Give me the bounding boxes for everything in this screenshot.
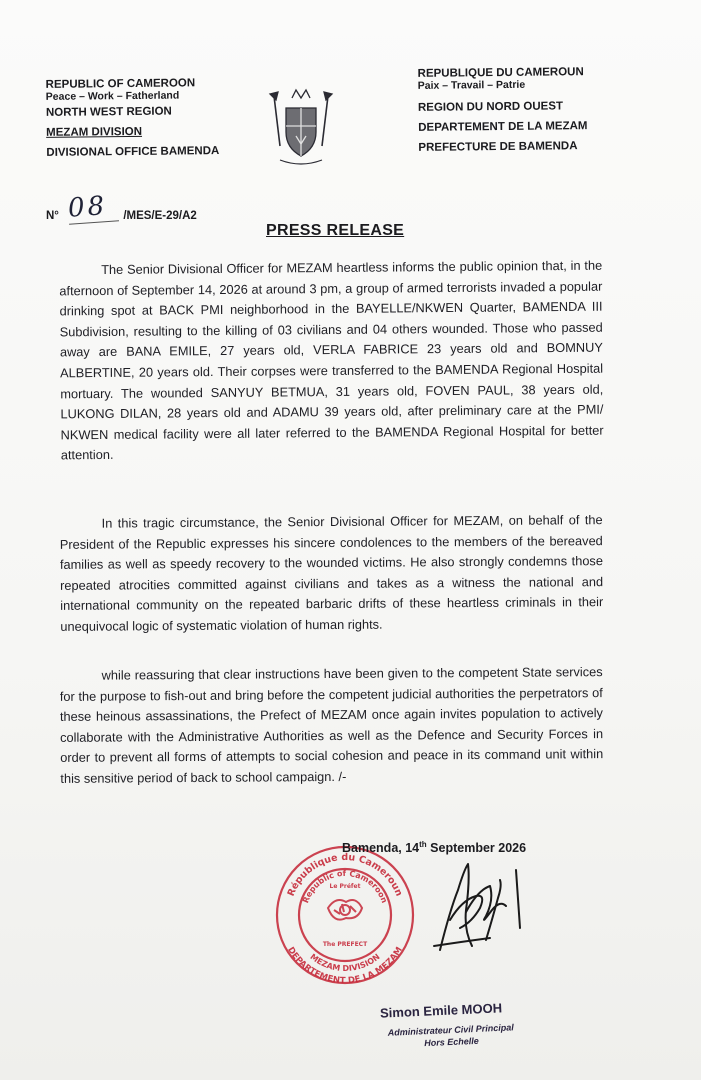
- stamp-ring-division: MEZAM DIVISION: [308, 952, 382, 974]
- paragraph-text: The Senior Divisional Officer for MEZAM heartless informs the public opinion that, in the afternoon of September 14, 2026 at around 3 pm, a group of armed terrorists invaded a popular drinking spot at BACK PMI neighborhood in the BAYELLE/NKWEN Quarter, BAMENDA III Subdivision, resulting to the killing of 03 civilians and 04 others wounded. Those who passed away are BANA EMILE, 27 years old, VERLA FABRICE 23 years old and BOMNUY ALBERTINE, 20 years old. Their corpses were transferred to the BAMENDA Regional Hospital mortuary. The wounded SANYUY BETMUA, 31 years old, FOVEN PAUL, 38 years old, LUKONG DILAN, 28 years old and ADAMU 39 years old, after preliminary care at the PMI/ NKWEN medical facility were all later referred to the BAMENDA Regional Hospital for better attention.: [59, 257, 604, 463]
- stamp-inner-text: Republic of Cameroon: [301, 868, 389, 905]
- paragraph-text: In this tragic circumstance, the Senior Divisional Officer for MEZAM, on behalf of the President of the Republic expresses his sincere condolences to the members of the bereaved families as well as speedy recovery to the wounded victims. He also strongly condemns those repeated atrocities committed against civilians and takes as a witness the national and international community on the repeated barbaric drifts of these heartless criminals in their unequivocal logic of systematic violation of human rights.: [59, 512, 604, 634]
- reference-handwritten-number: 08: [67, 190, 119, 224]
- handwritten-signature: [420, 850, 560, 960]
- reference-suffix: /MES/E-29/A2: [123, 210, 197, 222]
- header-right-region: REGION DU NORD OUEST: [417, 100, 564, 114]
- signatory-extra: Hors Echelle: [424, 1035, 479, 1049]
- header-left-office: DIVISIONAL OFFICE BAMENDA: [46, 145, 220, 159]
- stamp-top-label: Le Préfet: [329, 883, 361, 890]
- signatory-title-block: [388, 1021, 515, 1050]
- header-left-region: NORTH WEST REGION: [45, 105, 172, 119]
- body-paragraph-3: [60, 662, 604, 789]
- body-paragraph-1: [59, 256, 604, 467]
- coat-of-arms-icon: [266, 86, 336, 168]
- svg-text:MEZAM DIVISION: [308, 952, 381, 973]
- header-left-motto: Peace – Work – Fatherland: [45, 89, 180, 103]
- paragraph-text: while reassuring that clear instructions have been given to the competent State services for the purpose to fish-out and bring before the competent judicial authorities the perpetrators of these heinous assassinations, the Prefect of MEZAM once again invites population to actively collaborate with the Administrative Authorities as well as the Defence and Security Forces in order to prevent all forms of attempts to social cohesion and peace in its command unit within this sensitive period of back to school campaign. /-: [59, 664, 604, 786]
- body-paragraph-2: [60, 510, 604, 637]
- header-left: [46, 73, 220, 163]
- official-stamp: [270, 840, 420, 990]
- header-right-motto: Paix – Travail – Patrie: [417, 78, 526, 92]
- reference-number: [46, 191, 197, 227]
- header-right-country: REPUBLIQUE DU CAMEROUN: [417, 66, 584, 80]
- date-text: Bamenda, 14: [342, 841, 420, 856]
- signatory-name: Simon Emile MOOH: [379, 1000, 503, 1021]
- stamp-emblem-icon: [328, 900, 362, 920]
- header-right: [418, 62, 588, 158]
- page-title: PRESS RELEASE: [266, 222, 405, 239]
- stamp-bottom-label: The PREFECT: [322, 941, 368, 948]
- signatory-title: Administrateur Civil Principal: [387, 1022, 514, 1038]
- stamp-ring-departement: DEPARTEMENT DE LA MEZAM: [285, 945, 405, 987]
- reference-prefix: N°: [46, 210, 59, 222]
- date-rest: September 2026: [426, 841, 527, 856]
- header-right-division: DEPARTEMENT DE LA MEZAM: [418, 120, 588, 134]
- header-left-country: REPUBLIC OF CAMEROON: [45, 77, 196, 91]
- header-left-division: MEZAM DIVISION: [46, 125, 143, 139]
- header-right-prefecture: PREFECTURE DE BAMENDA: [418, 140, 578, 154]
- stamp-outer-text: République du Cameroun: [285, 852, 405, 898]
- date-superscript: th: [419, 840, 427, 849]
